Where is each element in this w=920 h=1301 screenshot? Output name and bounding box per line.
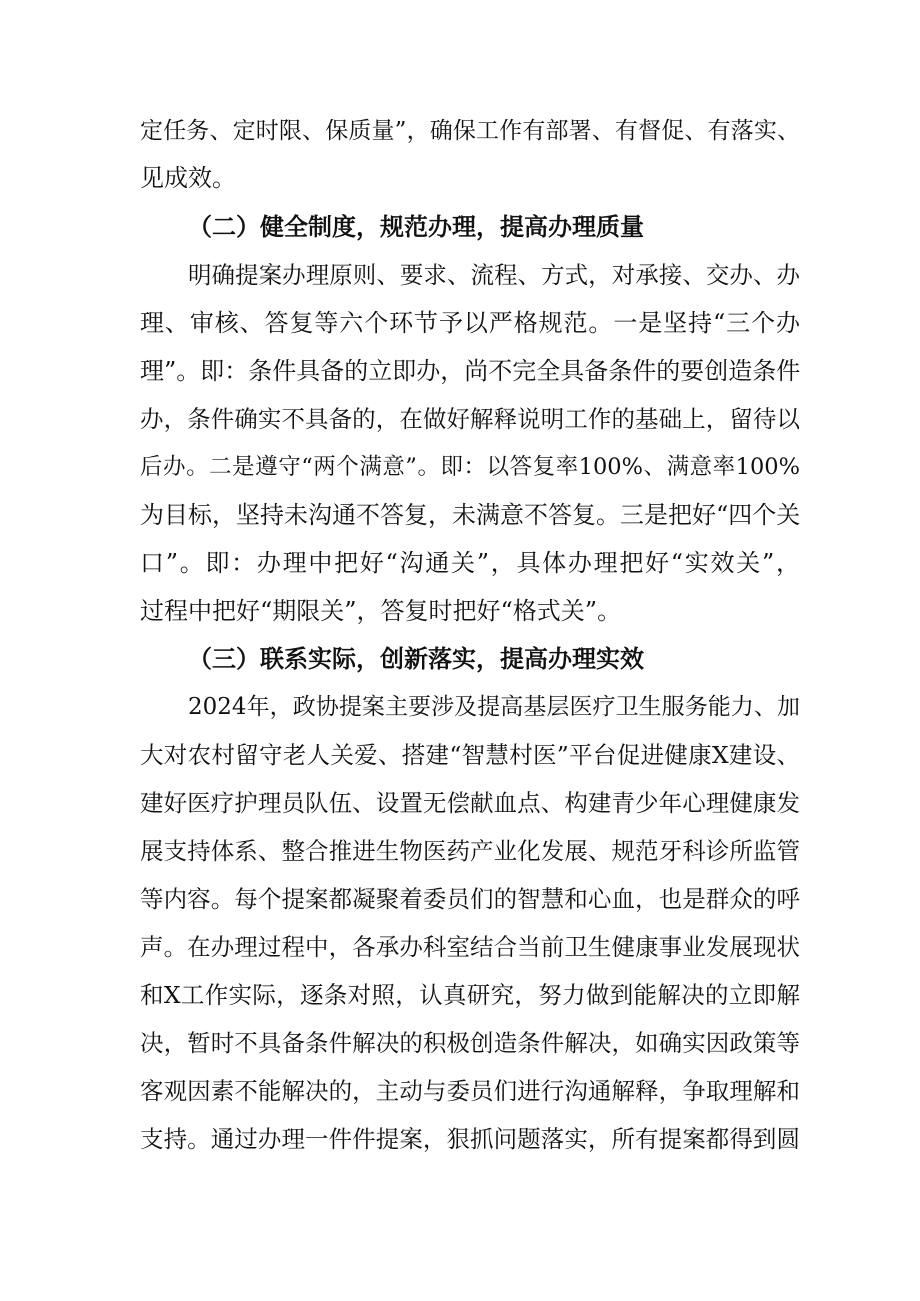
paragraph-line: 等内容。每个提案都凝聚着委员们的智慧和心血，也是群众的呼 (140, 885, 800, 913)
section-heading: （二）健全制度，规范办理，提高办理质量 (188, 212, 644, 241)
paragraph-line: 明确提案办理原则、要求、流程、方式，对承接、交办、办 (188, 261, 800, 289)
paragraph-line: 声。在办理过程中，各承办科室结合当前卫生健康事业发展现状 (140, 933, 800, 961)
paragraph-line: 办，条件确实不具备的，在做好解释说明工作的基础上，留待以 (140, 405, 800, 433)
paragraph-line: 和X工作实际，逐条对照，认真研究，努力做到能解决的立即解 (140, 981, 800, 1009)
paragraph-line: 理、审核、答复等六个环节予以严格规范。一是坚持“三个办 (140, 309, 800, 337)
paragraph-line: 为目标，坚持未沟通不答复，未满意不答复。三是把好“四个关 (140, 501, 801, 529)
paragraph-line: 定任务、定时限、保质量”，确保工作有部署、有督促、有落实、 (140, 118, 800, 144)
paragraph-line: 展支持体系、整合推进生物医药产业化发展、规范牙科诊所监管 (140, 837, 800, 865)
paragraph-line: 后办。二是遵守“两个满意”。即：以答复率100%、满意率100% (140, 454, 800, 480)
paragraph-line: 口”。即：办理中把好“沟通关”，具体办理把好“实效关”， (140, 549, 800, 577)
paragraph-line: 理”。即：条件具备的立即办，尚不完全具备条件的要创造条件 (140, 357, 801, 385)
paragraph-line: 见成效。 (140, 164, 236, 192)
paragraph-line: 客观因素不能解决的，主动与委员们进行沟通解释，争取理解和 (140, 1077, 800, 1105)
paragraph-line: 2024年，政协提案主要涉及提高基层医疗卫生服务能力、加 (188, 694, 800, 720)
paragraph-line: 大对农村留守老人关爱、搭建“智慧村医”平台促进健康X建设、 (140, 741, 800, 769)
paragraph-line: 建好医疗护理员队伍、设置无偿献血点、构建青少年心理健康发 (140, 789, 800, 817)
paragraph-line: 决，暂时不具备条件解决的积极创造条件解决，如确实因政策等 (140, 1029, 800, 1057)
paragraph-line: 过程中把好“期限关”，答复时把好“格式关”。 (140, 597, 622, 625)
section-heading: （三）联系实际，创新落实，提高办理实效 (188, 644, 644, 673)
paragraph-line: 支持。通过办理一件件提案，狠抓问题落实，所有提案都得到圆 (140, 1125, 800, 1153)
